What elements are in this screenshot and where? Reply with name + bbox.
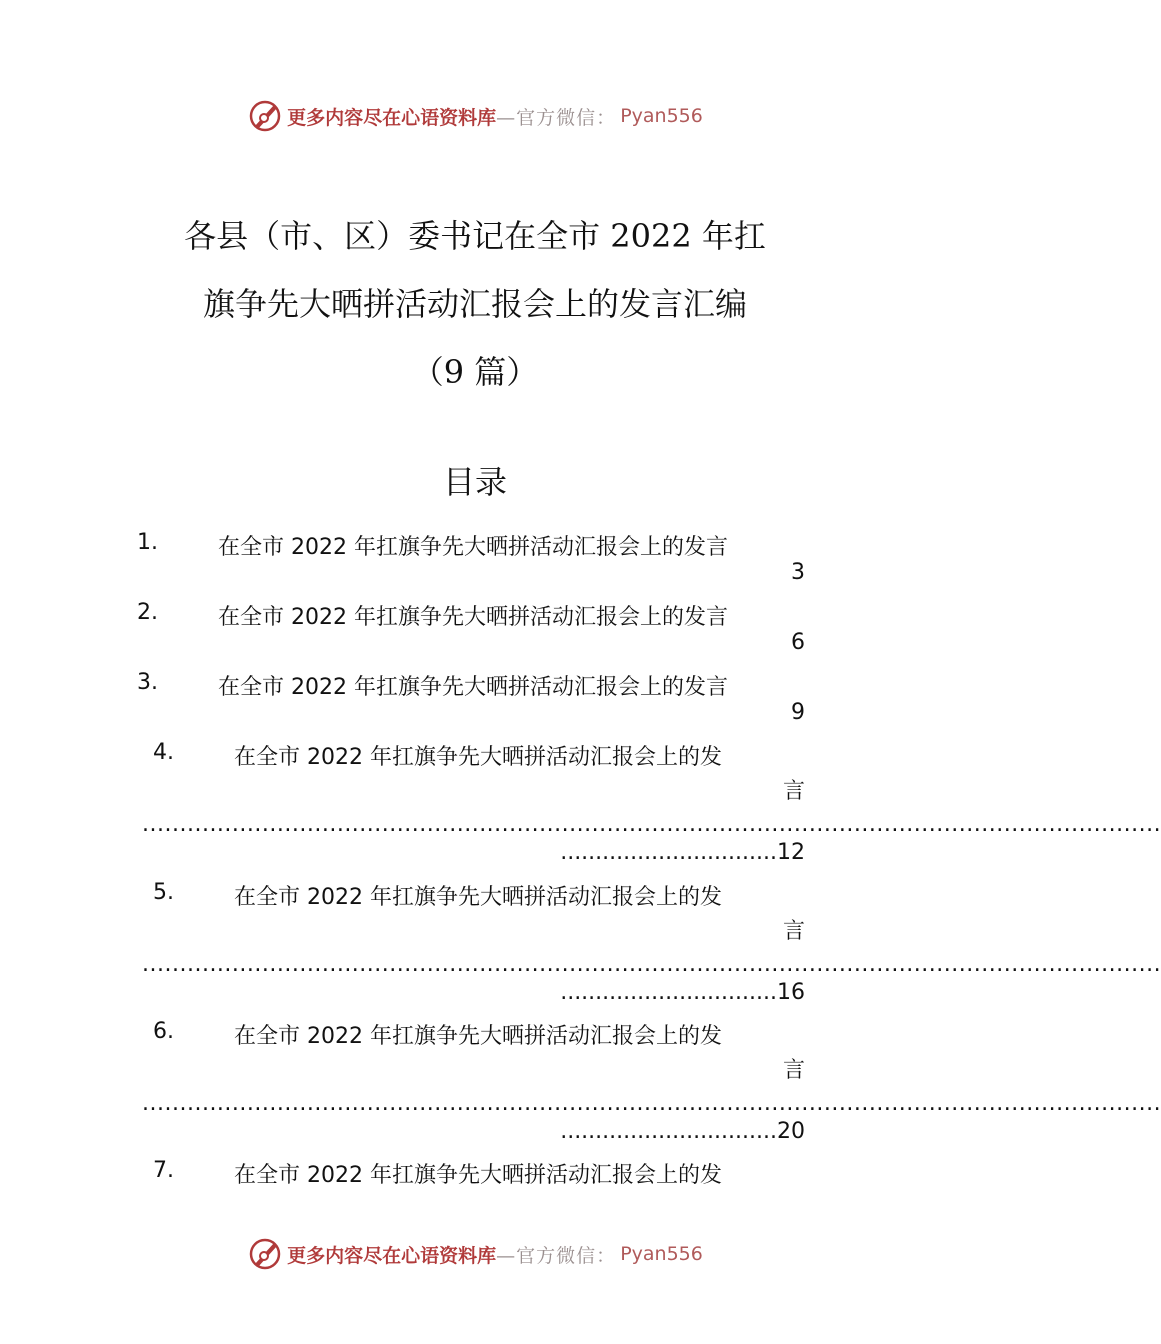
banner-red-text: 更多内容尽在心语资料库 — [287, 106, 497, 129]
toc-item-page-line — [560, 840, 805, 865]
toc-item-number: 7. — [153, 1158, 174, 1183]
toc-item-page: 20 — [777, 1119, 805, 1144]
footer-banner — [0, 1234, 950, 1274]
toc-item-title-tail: 言 — [782, 919, 805, 944]
pen-logo-icon — [247, 98, 283, 134]
toc-item-title: 在全市 2022 年扛旗争先大晒拼活动汇报会上的发 — [234, 1163, 722, 1188]
toc-item-title-tail: 言 — [782, 1058, 805, 1083]
toc-item-title: 在全市 2022 年扛旗争先大晒拼活动汇报会上的发言 — [218, 535, 728, 560]
banner-gray-text: —官方微信： — [496, 1244, 617, 1267]
toc-leader-dots: ........................................................................................................................................ — [142, 1091, 1161, 1116]
toc-item-title: 在全市 2022 年扛旗争先大晒拼活动汇报会上的发 — [234, 885, 722, 910]
banner-account: Pyan556 — [620, 1243, 703, 1265]
toc-leader-dots: ............................... — [560, 980, 777, 1005]
pen-logo-icon — [247, 1236, 283, 1272]
toc-item-title-tail: 言 — [782, 779, 805, 804]
toc-leader-dots: ............................... — [560, 1119, 777, 1144]
toc-item-page: 9 — [791, 700, 805, 725]
toc-item-title: 在全市 2022 年扛旗争先大晒拼活动汇报会上的发言 — [218, 605, 728, 630]
toc-item-title: 在全市 2022 年扛旗争先大晒拼活动汇报会上的发言 — [218, 675, 728, 700]
title-line-2: 旗争先大晒拼活动汇报会上的发言汇编 — [202, 285, 747, 323]
toc-item-page-line — [560, 980, 805, 1005]
toc-item-number: 5. — [153, 880, 174, 905]
toc-item-number: 4. — [153, 740, 174, 765]
toc-item-title: 在全市 2022 年扛旗争先大晒拼活动汇报会上的发 — [234, 745, 722, 770]
toc-item-number: 2. — [137, 600, 158, 625]
toc-leader-dots: ............................... — [560, 840, 777, 865]
toc-heading: 目录 — [442, 463, 507, 501]
header-banner — [0, 96, 950, 136]
toc-leader-dots: ........................................................................................................................................ — [142, 952, 1161, 977]
toc-item-title: 在全市 2022 年扛旗争先大晒拼活动汇报会上的发 — [234, 1024, 722, 1049]
toc-item-page: 16 — [777, 980, 805, 1005]
title-line-3: （9 篇） — [411, 353, 539, 391]
banner-account: Pyan556 — [620, 105, 703, 127]
toc-item-page: 12 — [777, 840, 805, 865]
title-line-1: 各县（市、区）委书记在全市 2022 年扛 — [184, 217, 766, 255]
toc-item-number: 1. — [137, 530, 158, 555]
banner-red-text: 更多内容尽在心语资料库 — [287, 1244, 497, 1267]
banner-gray-text: —官方微信： — [496, 106, 617, 129]
toc-item-page: 6 — [791, 630, 805, 655]
toc-leader-dots: ........................................................................................................................................ — [142, 812, 1161, 837]
document-title — [110, 202, 840, 406]
toc-item-number: 6. — [153, 1019, 174, 1044]
toc-item-page: 3 — [791, 560, 805, 585]
toc-item-number: 3. — [137, 670, 158, 695]
toc-item-page-line — [560, 1119, 805, 1144]
